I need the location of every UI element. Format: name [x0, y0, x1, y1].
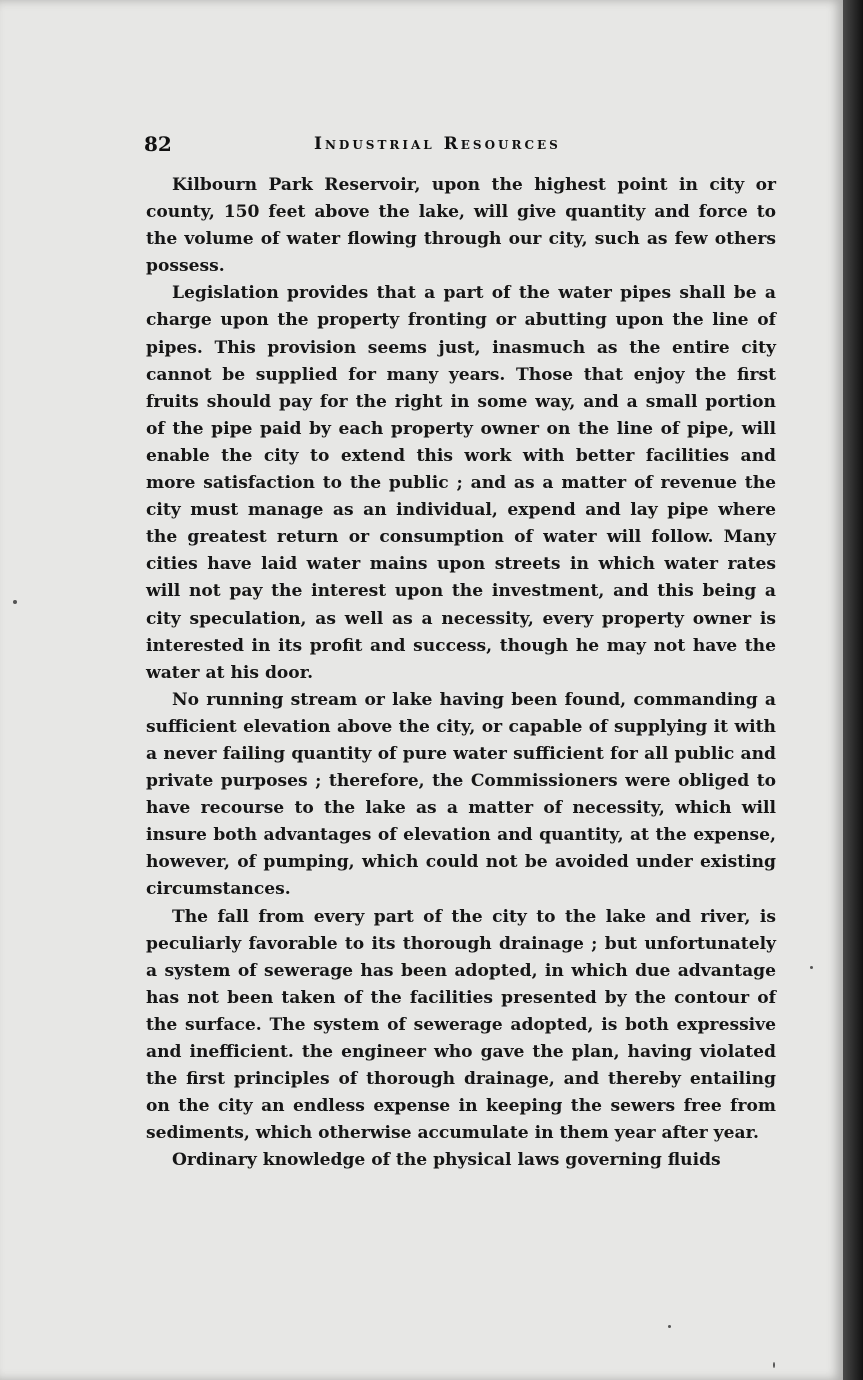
paragraph-water-source: No running stream or lake having been found, commanding a sufficient elevation above the city, or capable of supplying it with a never failing quantity of pure water sufficient for all public and private purposes ; therefore, the Commissioners were obliged to have recourse to the lake as a matter of necessity, which will insure both advantages of elevation and quantity, at the expense, however, of pumping, which could not be avoided under existing circumstances. [146, 689, 776, 900]
speck [13, 600, 17, 604]
paragraph-physical-laws: Ordinary knowledge of the physical laws governing fluids [172, 1150, 721, 1171]
speck [773, 1362, 775, 1368]
page-number: 82 [144, 132, 172, 156]
page-edge-shadow [843, 0, 863, 1380]
body-text [146, 172, 776, 1174]
page-header [144, 130, 776, 160]
paragraph-reservoir: Kilbourn Park Reservoir, upon the highest point in city or county, 150 feet above the lake, will give quantity and force to the volume of water flowing through our city, such as few others possess. [146, 175, 776, 277]
paragraph-legislation: Legislation provides that a part of the water pipes shall be a charge upon the property fronting or abutting upon the line of pipes. This provision seems just, inasmuch as the entire city cannot be supplied for many years. Those that enjoy the first fruits should pay for the right in some way, and a small portion of the pipe paid by each property owner on the line of pipe, will enable the city to extend this work with better facilities and more satisfaction to the public ; and as a matter of revenue the city must manage as an individual, expend and lay pipe where the greatest return or consumption of water will follow. Many cities have laid water mains upon streets in which water rates will not pay the interest upon the investment, and this being a city speculation, as well as a necessity, every property owner is interested in its profit and success, though he may not have the water at his door. [146, 283, 776, 683]
running-title: Industrial Resources [314, 134, 561, 154]
paragraph-drainage: The fall from every part of the city to the lake and river, is peculiarly favorable to its thorough drainage ; but unfortunately a system of sewerage has been adopted, in which due advantage has not been taken of the facilities presented by the contour of the surface. The system of sewerage adopted, is both expressive and inefficient. the engineer who gave the plan, having violated the first principles of thorough drainage, and thereby entailing on the city an endless expense in keeping the sewers free from sediments, which otherwise accumulate in them year after year. [146, 906, 776, 1144]
speck [668, 1325, 671, 1328]
speck [810, 966, 813, 969]
